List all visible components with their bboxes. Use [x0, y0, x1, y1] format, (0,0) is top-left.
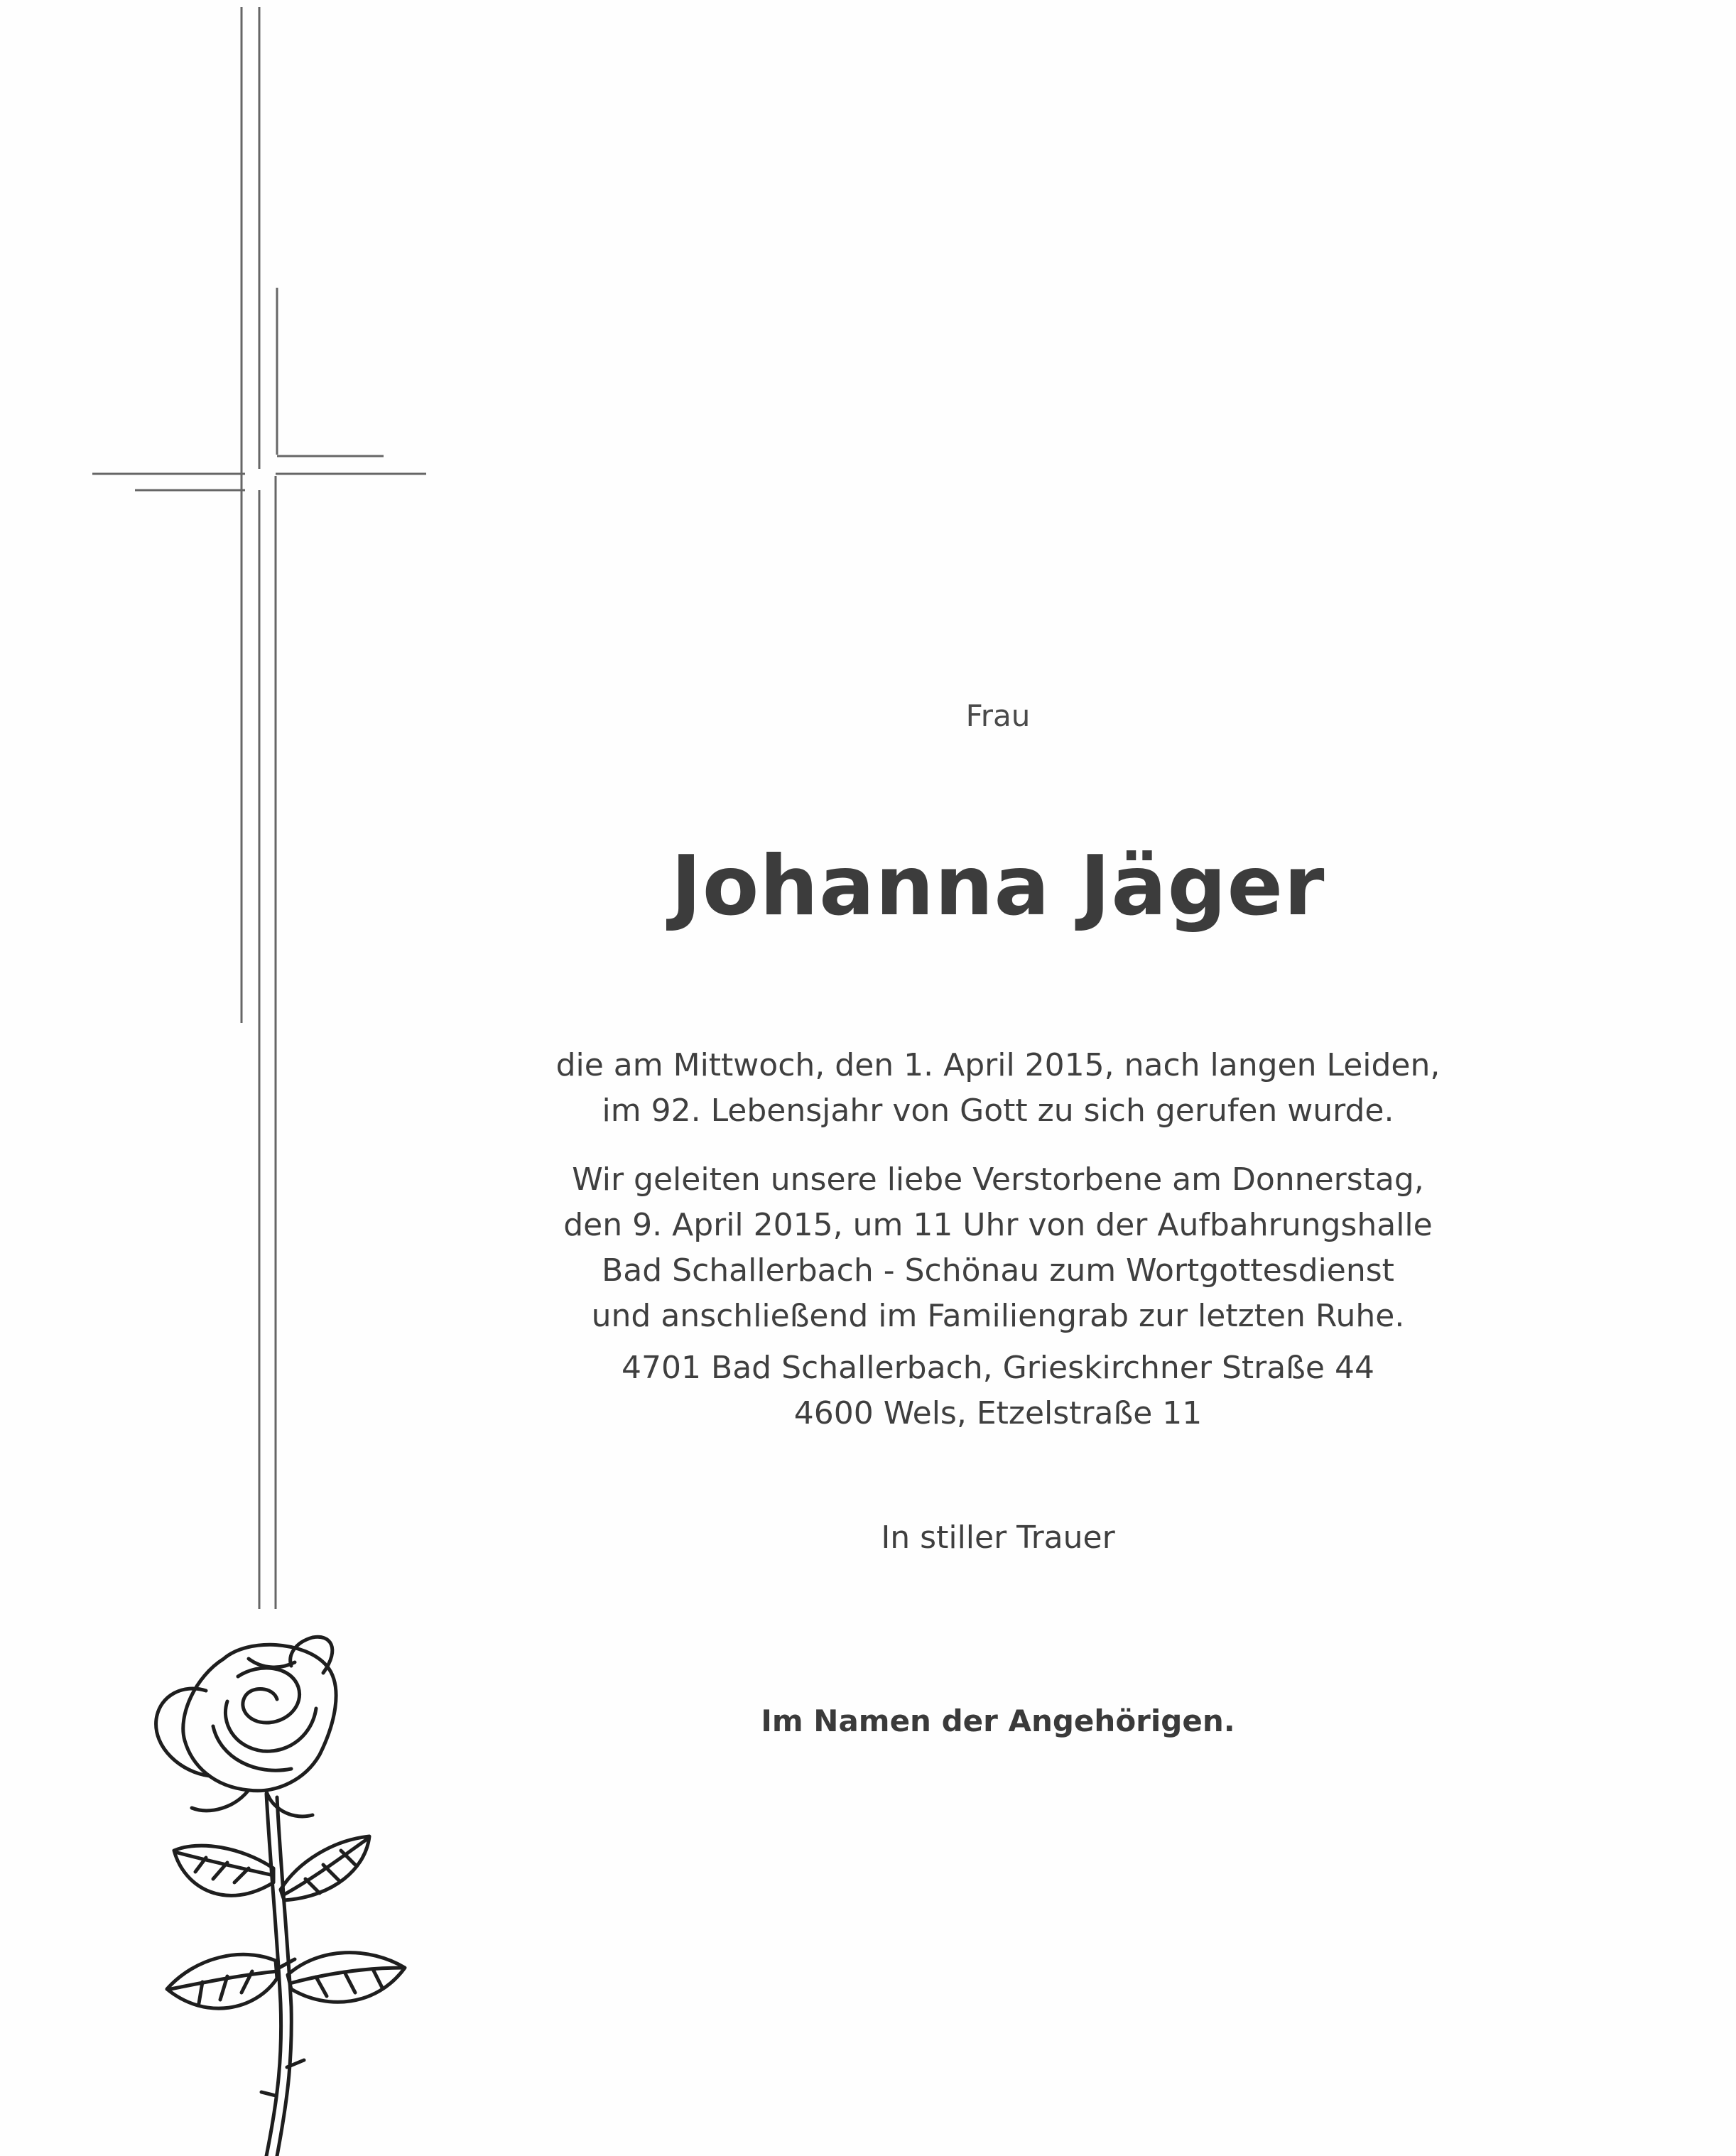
deceased-name: Johanna Jäger: [671, 838, 1325, 934]
salutation: Frau: [965, 698, 1031, 733]
funeral-details-line: Bad Schallerbach - Schönau zum Wortgottesdienst: [602, 1252, 1394, 1289]
death-announcement: [497, 1043, 1499, 1134]
closing-phrase: In stiller Trauer: [881, 1520, 1115, 1556]
funeral-details: [497, 1157, 1499, 1339]
death-announcement-line: im 92. Lebensjahr von Gott zu sich gerufen wurde.: [602, 1093, 1394, 1129]
death-announcement-line: die am Mittwoch, den 1. April 2015, nach langen Leiden,: [555, 1047, 1441, 1083]
funeral-details-line: und anschließend im Familiengrab zur letzten Ruhe.: [591, 1298, 1405, 1334]
funeral-details-line: Wir geleiten unsere liebe Verstorbene am Donnerstag,: [572, 1161, 1424, 1198]
family-addresses: [497, 1345, 1499, 1436]
signature: Im Namen der Angehörigen.: [761, 1703, 1235, 1738]
funeral-details-line: den 9. April 2015, um 11 Uhr von der Aufbahrungshalle: [563, 1207, 1433, 1243]
rose-icon: [142, 1634, 440, 2156]
address-line: 4701 Bad Schallerbach, Grieskirchner Straße 44: [622, 1350, 1374, 1386]
address-line: 4600 Wels, Etzelstraße 11: [793, 1395, 1203, 1431]
